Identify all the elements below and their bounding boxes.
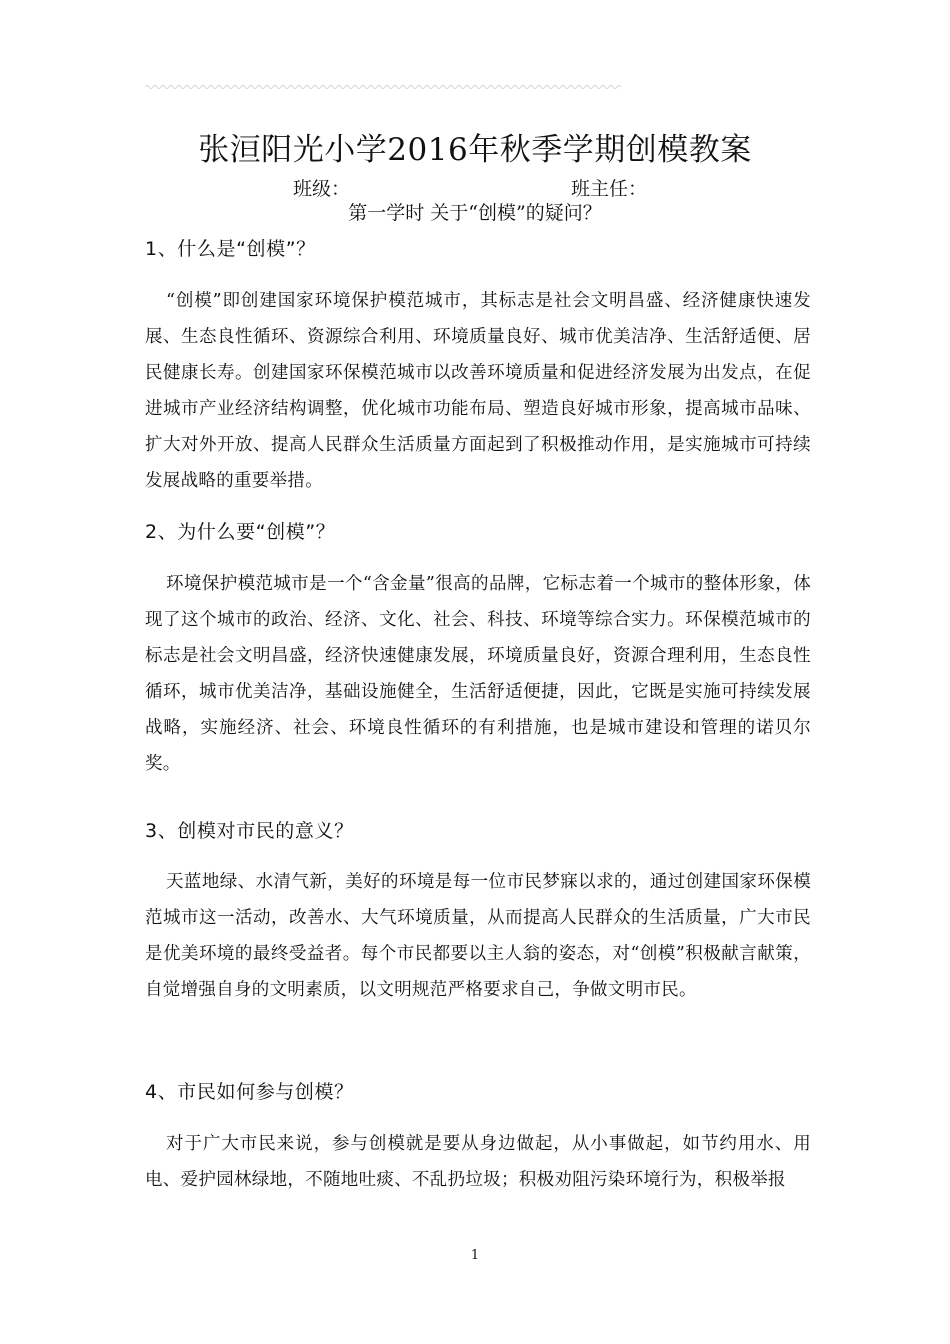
- section-heading-3: 3、创模对市民的意义？: [145, 820, 354, 842]
- lesson-subtitle: 第一学时 关于“创模”的疑问？: [348, 202, 602, 224]
- teacher-label: 班主任：: [571, 178, 648, 200]
- section-paragraph-2: 环境保护模范城市是一个“含金量”很高的品牌，它标志着一个城市的整体形象，体现了这个城市的政治、经济、文化、社会、科技、环境等综合实力。环保模范城市的标志是社会文明昌盛，经济快速健康发展，环境质量良好，资源合理利用，生态良性循环，城市优美洁净，基础设施健全，生活舒适便捷，因此，它既是实施可持续发展战略，实施经济、社会、环境良性循环的有利措施，也是城市建设和管理的诺贝尔奖。: [145, 574, 811, 774]
- page-title: 张洹阳光小学2016年秋季学期创模教案: [198, 132, 752, 168]
- section-paragraph-1: “创模”即创建国家环境保护模范城市，其标志是社会文明昌盛、经济健康快速发展、生态良性循环、资源综合利用、环境质量良好、城市优美洁净、生活舒适便、居民健康长寿。创建国家环保模范城市以改善环境质量和促进经济发展为出发点，在促进城市产业经济结构调整，优化城市功能布局、塑造良好城市形象，提高城市品味、扩大对外开放、提高人民群众生活质量方面起到了积极推动作用，是实施城市可持续发展战略的重要举措。: [145, 291, 811, 491]
- page-number: 1: [470, 1248, 480, 1263]
- section-paragraph-3: 天蓝地绿、水清气新，美好的环境是每一位市民梦寐以求的，通过创建国家环保模范城市这一活动，改善水、大气环境质量，从而提高人民群众的生活质量，广大市民是优美环境的最终受益者。每个市民都要以主人翁的姿态，对“创模”积极献言献策，自觉增强自身的文明素质，以文明规范严格要求自己，争做文明市民。: [145, 872, 811, 1000]
- header-wavy-rule: [145, 84, 623, 90]
- section-heading-1: 1、什么是“创模”？: [145, 238, 316, 260]
- section-heading-2: 2、为什么要“创模”？: [145, 521, 336, 543]
- section-heading-4: 4、市民如何参与创模？: [145, 1081, 354, 1103]
- class-label: 班级：: [293, 178, 351, 200]
- section-paragraph-4: 对于广大市民来说，参与创模就是要从身边做起，从小事做起，如节约用水、用电、爱护园林绿地，不随地吐痰、不乱扔垃圾；积极劝阻污染环境行为，积极举报: [145, 1134, 811, 1190]
